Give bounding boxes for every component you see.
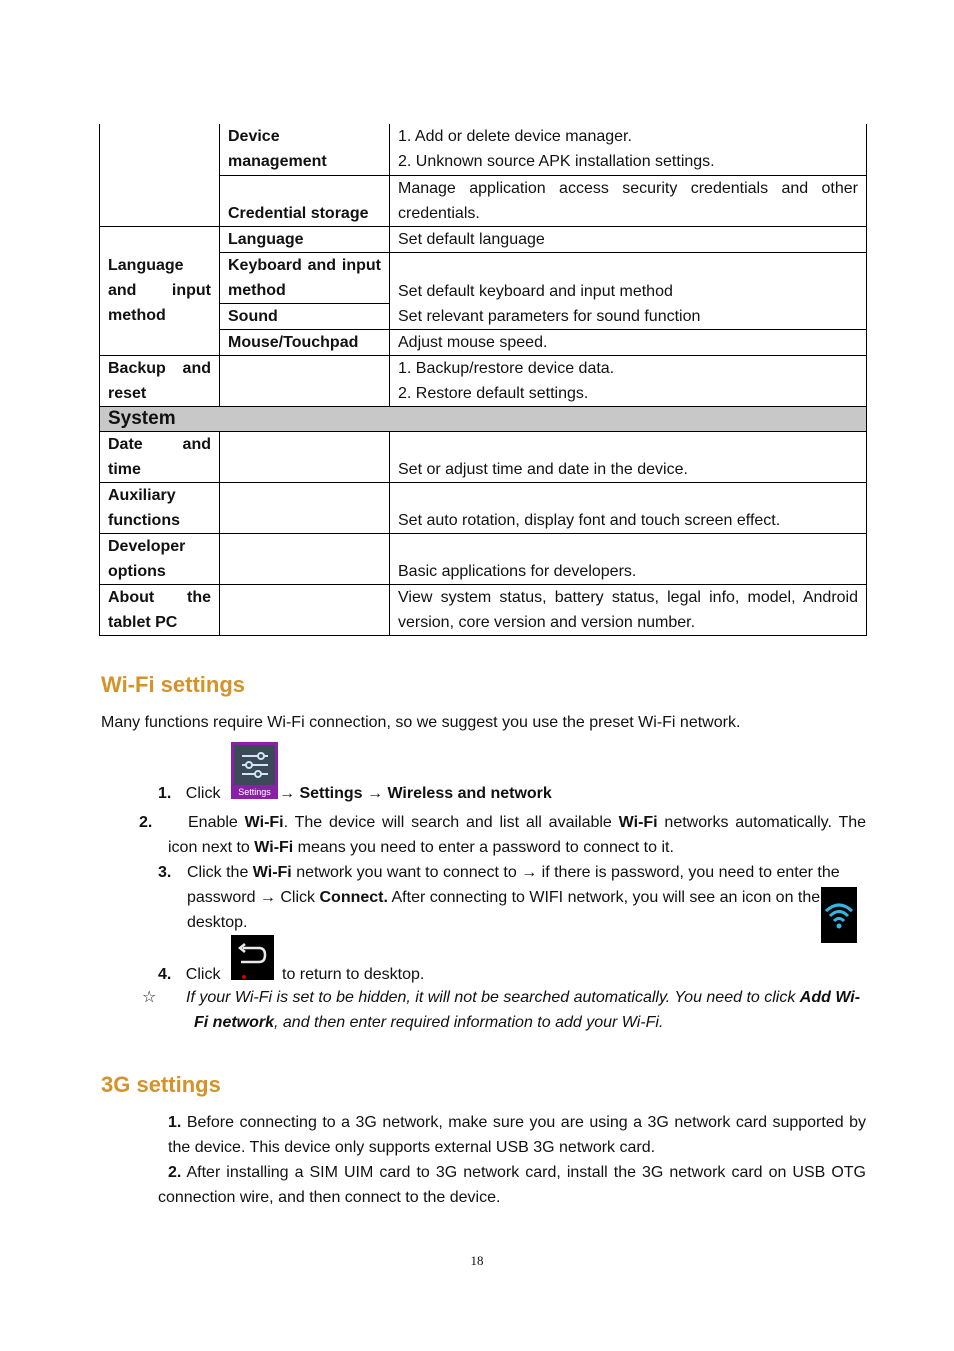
g3-paragraph-2: 2. After installing a SIM UIM card to 3G network card, install the 3G network card on USB OTG connection wire, and then connect to the device. (158, 1164, 866, 1206)
table-row (100, 355, 867, 406)
desc-line: 2. Unknown source APK installation settings. (398, 153, 715, 170)
table-row (100, 584, 867, 635)
sub-mouse: Mouse/Touchpad (220, 329, 390, 355)
desc-auxiliary: Set auto rotation, display font and touch screen effect. (390, 482, 867, 533)
wifi-icon (821, 887, 857, 943)
row-credential-storage-desc: Manage application access security credentials and other credentials. (390, 175, 867, 226)
group-about: About the tablet PC (100, 584, 220, 635)
g3-heading: 3G settings (101, 1072, 221, 1097)
table-row (100, 533, 867, 584)
sliders-icon (234, 745, 275, 785)
page-number: 18 (470, 1253, 484, 1268)
sub-language: Language (220, 226, 390, 252)
group-backup: Backup and reset (100, 355, 220, 406)
wifi-step-4-text: to return to desktop. (282, 966, 425, 983)
g3-paragraph-1: 1. Before connecting to a 3G network, make sure you are using a 3G network card supported by the device. This device only supports external USB 3G network card. (168, 1114, 866, 1156)
wifi-step-3-num: 3. (158, 864, 172, 881)
row-device-management-label: Device management (220, 124, 390, 175)
wifi-heading: Wi-Fi settings (101, 672, 246, 697)
table-row (100, 431, 867, 482)
row-credential-storage-label: Credential storage (220, 175, 390, 226)
sub-sound: Sound (220, 303, 390, 329)
wifi-intro: Many functions require Wi-Fi connection, so we suggest you use the preset Wi-Fi network. (101, 714, 741, 731)
group-auxiliary: Auxiliary functions (100, 482, 220, 533)
desc-about: View system status, battery status, legal info, model, Android version, core version and version number. (390, 584, 867, 635)
wifi-step-2: Enable Wi-Fi. The device will search and list all available Wi-Fi networks automatically. The icon next to Wi-Fi means you need to enter a password to connect to it. (168, 814, 867, 856)
sub-keyboard: Keyboard and input method (220, 252, 390, 303)
group-language: Language and input method (100, 226, 220, 355)
wifi-note: ☆ If your Wi-Fi is set to be hidden, it will not be searched automatically. You need to click Add Wi-Fi network, and then enter required information to add your Wi-Fi. (168, 985, 868, 1035)
wifi-step-3: Click the Wi-Fi network you want to connect to → if there is password, you need to enter the password → Click Connect. After connecting to WIFI network, you will see an icon on the desktop. (187, 864, 840, 931)
desc-mouse: Adjust mouse speed. (390, 329, 867, 355)
desc-line: 1. Add or delete device manager. (398, 128, 632, 145)
table-row (100, 226, 867, 252)
desc-language: Set default language (390, 226, 867, 252)
group-developer: Developer options (100, 533, 220, 584)
row-device-management-desc (390, 124, 867, 175)
desc-keyboard-sound: Set default keyboard and input method Set relevant parameters for sound function (390, 252, 867, 329)
settings-icon: Settings (231, 742, 278, 799)
back-icon (231, 935, 274, 980)
settings-table (99, 124, 867, 636)
table-row (100, 482, 867, 533)
desc-backup: 1. Backup/restore device data. 2. Restore default settings. (390, 355, 867, 406)
table-row (100, 124, 867, 175)
desc-date-time: Set or adjust time and date in the device. (390, 431, 867, 482)
desc-developer: Basic applications for developers. (390, 533, 867, 584)
wifi-step-1-path: → Settings → Wireless and network (279, 785, 552, 802)
wifi-step-4: 4. Click (158, 966, 221, 983)
system-header: System (100, 406, 867, 431)
wifi-step-2-num: 2. (139, 814, 153, 831)
star-icon: ☆ (142, 989, 157, 1006)
system-header-row (100, 406, 867, 431)
wifi-step-1: 1. Click (158, 785, 221, 802)
group-date-time: Date and time (100, 431, 220, 482)
